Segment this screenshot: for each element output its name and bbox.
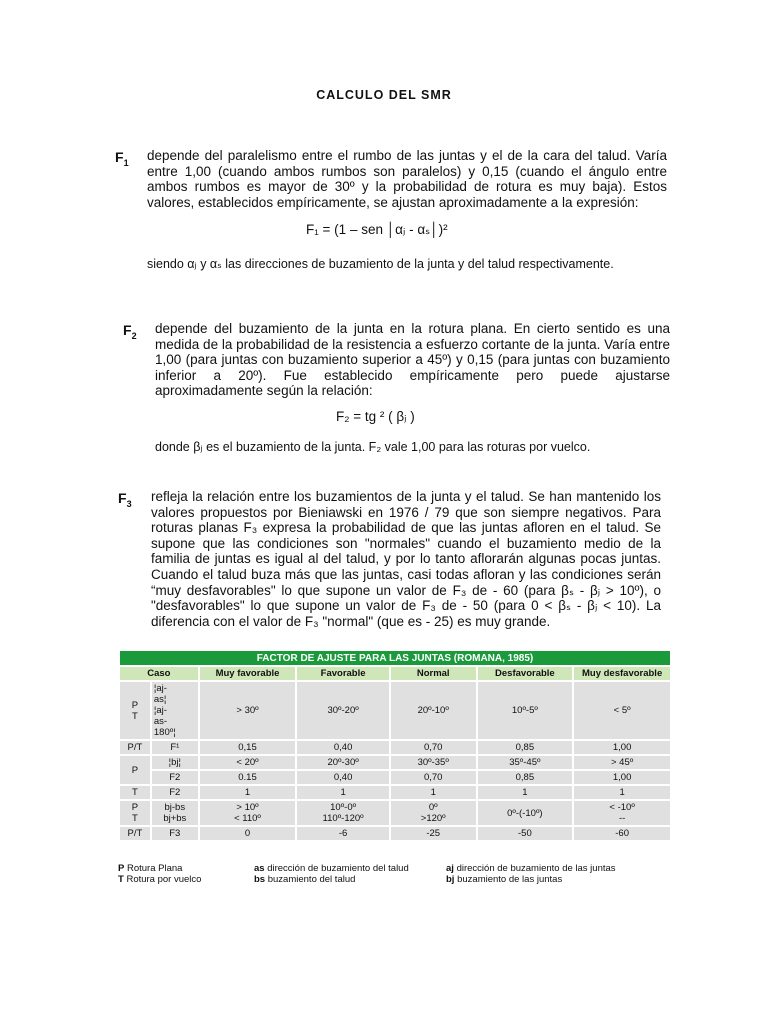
f1-paragraph: depende del paralelismo entre el rumbo de las juntas y el de la cara del talud. Varía entre 1,00 (cuando ambos rumbos son paralelos) y 0,15 (cuando el ángulo entre ambos rumbos es mayor de 30º y la probabilidad de rotura es muy baja). Estos valores, establecidos empíricamente, se ajustan aproximadamente a la expresión:: [147, 148, 667, 210]
row6-v1-line1: > 10º: [236, 802, 259, 813]
legend-aj-text: dirección de buzamiento de las juntas: [456, 863, 616, 874]
row5-v3: 1: [390, 785, 477, 800]
row7-v3: -25: [390, 826, 477, 841]
row2-v3: 0,70: [390, 740, 477, 755]
row3-v3: 30º-35º: [390, 755, 477, 770]
table-row: [119, 740, 671, 755]
row4-v2: 0,40: [296, 770, 390, 785]
row1-v5: < 5º: [573, 681, 671, 740]
legend-bs-text: buzamiento del talud: [267, 874, 356, 885]
row1-param-line3: ¦aj-: [153, 705, 167, 716]
row6-case: [119, 800, 151, 826]
legend-p: [118, 863, 201, 874]
legend-t-key: T: [118, 874, 124, 885]
legend-p-key: P: [118, 863, 125, 874]
row1-case: [119, 681, 151, 740]
legend-col-1: [118, 863, 201, 885]
col-header-muy-desfavorable: Muy desfavorable: [573, 666, 671, 681]
col-header-favorable: Favorable: [296, 666, 390, 681]
row3-case: P: [119, 755, 151, 785]
row3-v4: 35º-45º: [477, 755, 574, 770]
row2-v2: 0,40: [296, 740, 390, 755]
row5-v5: 1: [573, 785, 671, 800]
legend-bj-text: buzamiento de las juntas: [457, 874, 563, 885]
row3-param: ¦bj¦: [151, 755, 199, 770]
f1-symbol-sub: 1: [123, 157, 129, 168]
row6-param-line1: bj-bs: [164, 802, 186, 813]
row7-case: P/T: [119, 826, 151, 841]
row5-case: T: [119, 785, 151, 800]
row3-v2: 20º-30º: [296, 755, 390, 770]
table-header-row: [119, 666, 671, 681]
row2-v4: 0,85: [477, 740, 574, 755]
legend-col-2: [254, 863, 409, 885]
legend-as-key: as: [254, 863, 265, 874]
row1-case-p: P: [131, 699, 139, 711]
table-row: [119, 800, 671, 826]
table-row: [119, 785, 671, 800]
row5-param: F2: [151, 785, 199, 800]
col-header-caso: Caso: [119, 666, 199, 681]
row1-v3: 20º-10º: [390, 681, 477, 740]
row7-v5: -60: [573, 826, 671, 841]
legend-col-3: [446, 863, 616, 885]
legend-aj-key: aj: [446, 863, 454, 874]
adjustment-factor-table: [118, 649, 672, 842]
row7-v1: 0: [199, 826, 297, 841]
row6-v3: [390, 800, 477, 826]
row4-v3: 0,70: [390, 770, 477, 785]
page-title: CALCULO DEL SMR: [316, 88, 452, 102]
row6-v2: [296, 800, 390, 826]
row1-param-line2: as¦: [153, 694, 167, 705]
legend-t-text: Rotura por vuelco: [126, 874, 202, 885]
col-header-normal: Normal: [390, 666, 477, 681]
f3-paragraph: refleja la relación entre los buzamientos de la junta y el talud. Se han mantenido los valores propuestos por Bieniawski en 1976 / 79 que son siempre negativos. Para roturas planas F₃ expresa la probabilidad de que las juntas afloren en el talud. Se supone que las condiciones son "normales" cuando el buzamiento medio de la familia de juntas es igual al del talud, y por lo tanto aflorarán algunas pocas juntas. Cuando el talud buza más que las juntas, casi todas afloran y las condiciones serán “muy desfavorables" lo que supone un valor de F₃ de - 60 (para βₛ - βⱼ > 10º), o "desfavorables" lo que supone un valor de F₃ de - 50 (para 0 < βₛ - βⱼ < 10). La diferencia con el valor de F₃ "normal" (que es - 25) es muy grande.: [151, 489, 661, 629]
row2-case: P/T: [119, 740, 151, 755]
row1-v1: > 30º: [199, 681, 297, 740]
row6-v1-line2: < 110º: [234, 813, 261, 824]
col-header-muy-favorable: Muy favorable: [199, 666, 297, 681]
row6-v2-line1: 10º-0º: [330, 802, 357, 813]
legend-aj: [446, 863, 616, 874]
row6-v5-line1: < -10º: [609, 802, 635, 813]
row5-v4: 1: [477, 785, 574, 800]
legend-bj: [446, 874, 616, 885]
row7-param: F3: [151, 826, 199, 841]
row1-param-line4: as-: [153, 716, 168, 727]
f3-symbol-letter: F: [118, 490, 127, 506]
row1-v2: 30º-20º: [296, 681, 390, 740]
legend-p-text: Rotura Plana: [126, 863, 183, 874]
f2-paragraph: depende del buzamiento de la junta en la rotura plana. En cierto sentido es una medida de la probabilidad de la resistencia a esfuerzo cortante de la junta. Varía entre 1,00 (para juntas con buzamiento superior a 45º) y 0,15 (para juntas con buzamiento inferior a 20º). Fue establecido empíricamente pero puede ajustarse aproximadamente según la relación:: [155, 321, 670, 399]
row2-v5: 1,00: [573, 740, 671, 755]
row2-v1: 0,15: [199, 740, 297, 755]
row5-v2: 1: [296, 785, 390, 800]
row4-v1: 0.15: [199, 770, 297, 785]
row1-v4: 10º-5º: [477, 681, 574, 740]
table-row: [119, 681, 671, 740]
row4-v4: 0,85: [477, 770, 574, 785]
row6-v3-line1: 0º: [428, 802, 438, 813]
table-row: [119, 770, 671, 785]
row1-param: [151, 681, 199, 740]
f1-formula: F₁ = (1 – sen │αⱼ - αₛ│)²: [306, 222, 448, 237]
legend-bs: [254, 874, 409, 885]
f2-symbol-sub: 2: [131, 330, 137, 341]
row6-v5-line2: --: [618, 813, 626, 824]
f2-formula: F₂ = tg ² ( βⱼ ): [336, 409, 415, 424]
f2-symbol: [123, 322, 137, 341]
row6-case-p: P: [131, 802, 139, 813]
f2-symbol-letter: F: [123, 322, 132, 338]
row7-v2: -6: [296, 826, 390, 841]
f1-symbol-letter: F: [115, 149, 124, 165]
row7-v4: -50: [477, 826, 574, 841]
row6-v5: [573, 800, 671, 826]
row6-v3-line2: >120º: [420, 813, 446, 824]
table-row: [119, 755, 671, 770]
legend-bs-key: bs: [254, 874, 266, 885]
f3-symbol-sub: 3: [126, 498, 132, 509]
legend-bj-key: bj: [446, 874, 455, 885]
row3-v5: > 45º: [573, 755, 671, 770]
table-title: FACTOR DE AJUSTE PARA LAS JUNTAS (ROMANA, 1985): [119, 650, 671, 666]
table-row: [119, 826, 671, 841]
f1-note: siendo αⱼ y αₛ las direcciones de buzamiento de la junta y del talud respectivamente.: [147, 257, 614, 271]
row6-param-line2: bj+bs: [163, 813, 187, 824]
row6-v1: [199, 800, 297, 826]
f1-symbol: [115, 149, 129, 168]
f3-symbol: [118, 490, 132, 509]
table-title-row: [119, 650, 671, 666]
f2-note: donde βⱼ es el buzamiento de la junta. F₂ vale 1,00 para las roturas por vuelco.: [155, 440, 591, 454]
row4-param: F2: [151, 770, 199, 785]
row2-param: F¹: [151, 740, 199, 755]
row6-param: [151, 800, 199, 826]
row5-v1: 1: [199, 785, 297, 800]
row1-param-line5: 180º¦: [153, 727, 176, 738]
legend-as: [254, 863, 409, 874]
row1-param-line1: ¦aj-: [153, 683, 167, 694]
legend-t: [118, 874, 201, 885]
col-header-desfavorable: Desfavorable: [477, 666, 574, 681]
row6-v4: 0º-(-10º): [477, 800, 574, 826]
legend-as-text: dirección de buzamiento del talud: [267, 863, 409, 874]
row3-v1: < 20º: [199, 755, 297, 770]
row6-case-t: T: [132, 813, 138, 824]
row1-case-t: T: [132, 710, 138, 722]
row4-v5: 1,00: [573, 770, 671, 785]
row6-v2-line2: 110º-120º: [322, 813, 364, 824]
